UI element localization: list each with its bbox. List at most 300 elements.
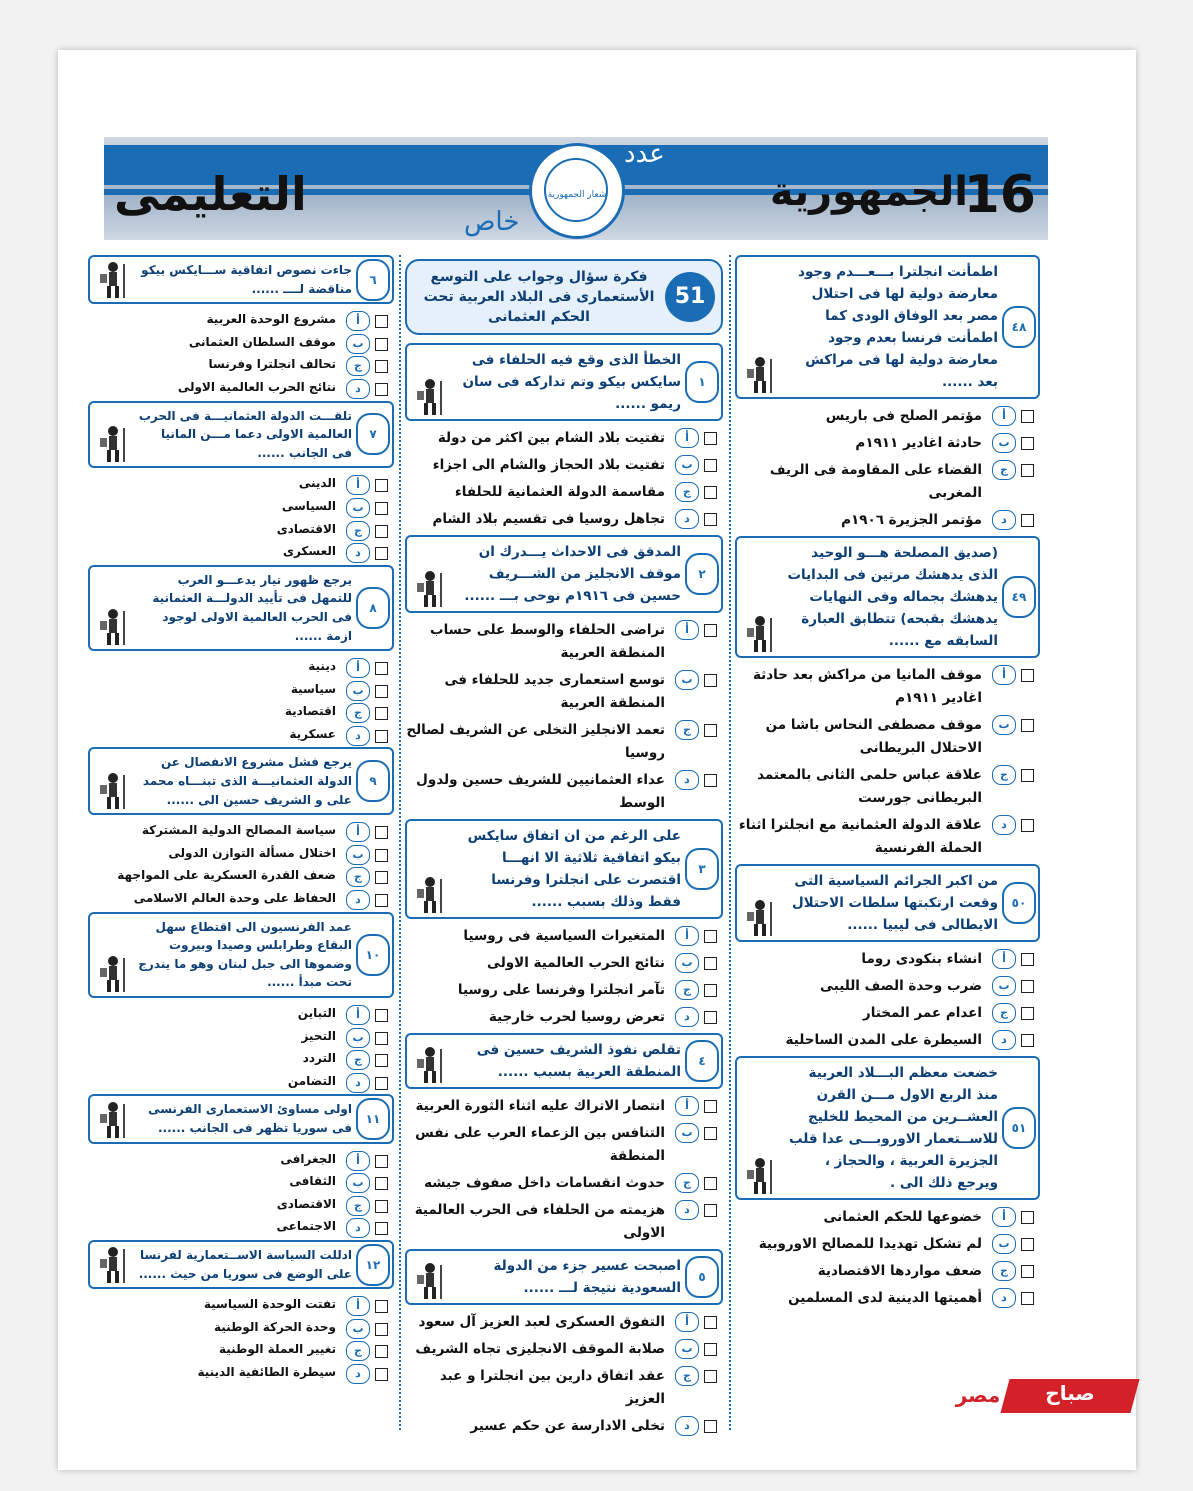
checkbox[interactable] bbox=[704, 1316, 717, 1329]
question-text: جاءت نصوص اتفاقية ســـايكس بيكو مناقضة لــــ ...... bbox=[141, 263, 352, 296]
option-letter: د bbox=[346, 726, 370, 746]
option-letter: ج bbox=[675, 482, 699, 502]
answer-option[interactable] bbox=[735, 1260, 1040, 1283]
option-text: تفتيت بلاد الشام بين اكثر من دولة bbox=[437, 430, 665, 446]
option-text: حادثة اغادير ١٩١١م bbox=[855, 435, 982, 451]
checkbox[interactable] bbox=[704, 1370, 717, 1383]
option-letter: د bbox=[675, 770, 699, 790]
option-text: الثقافى bbox=[289, 1174, 336, 1189]
checkbox[interactable] bbox=[1021, 980, 1034, 993]
banner-text: فكرة سؤال وجواب على التوسع الأستعمارى فى البلاد العربية تحت الحكم العثمانى bbox=[423, 269, 655, 325]
option-letter: ج bbox=[675, 1366, 699, 1386]
option-letter: ج bbox=[346, 703, 370, 723]
checkbox[interactable] bbox=[704, 624, 717, 637]
option-letter: ب bbox=[346, 334, 370, 354]
option-text: موقف المانيا من مراكش بعد حادثة اغادير ١٩١١م bbox=[753, 667, 982, 706]
answer-option[interactable] bbox=[88, 310, 394, 329]
checkbox[interactable] bbox=[375, 1177, 388, 1190]
answer-option[interactable] bbox=[88, 657, 394, 676]
option-letter: ج bbox=[675, 980, 699, 1000]
column-divider bbox=[729, 255, 731, 1430]
answer-option[interactable] bbox=[88, 497, 394, 516]
answer-option[interactable] bbox=[88, 821, 394, 840]
option-text: دينية bbox=[308, 659, 336, 674]
watermark-brand: صباح bbox=[1045, 1381, 1095, 1405]
student-figure-icon bbox=[413, 1261, 447, 1301]
checkbox[interactable] bbox=[375, 1222, 388, 1235]
option-letter: ج bbox=[992, 1261, 1016, 1281]
option-letter: ب bbox=[992, 976, 1016, 996]
answer-option[interactable] bbox=[88, 474, 394, 493]
option-letter: أ bbox=[675, 428, 699, 448]
option-text: انشاء بنكودى روما bbox=[861, 951, 982, 967]
question-text: يرجع ظهور تيار يدعـــو العرب للتمهل فى تأييد الدولـــة العثمانية فى الحرب العالمية الاولى لوجود ازمة ...... bbox=[152, 572, 352, 643]
checkbox[interactable] bbox=[375, 849, 388, 862]
question-box bbox=[405, 535, 723, 613]
option-letter: د bbox=[992, 815, 1016, 835]
answer-option[interactable] bbox=[735, 714, 1040, 760]
option-letter: أ bbox=[992, 665, 1016, 685]
answer-option[interactable] bbox=[735, 405, 1040, 428]
answer-option[interactable] bbox=[88, 1072, 394, 1091]
checkbox[interactable] bbox=[704, 1127, 717, 1140]
answer-option[interactable] bbox=[88, 1340, 394, 1359]
checkbox[interactable] bbox=[704, 459, 717, 472]
checkbox[interactable] bbox=[1021, 719, 1034, 732]
option-letter: أ bbox=[346, 1151, 370, 1171]
option-letter: د bbox=[346, 1218, 370, 1238]
checkbox[interactable] bbox=[704, 1420, 717, 1433]
option-text: الاقتصادى bbox=[276, 1196, 336, 1211]
answer-option[interactable] bbox=[88, 333, 394, 352]
answer-option[interactable] bbox=[88, 520, 394, 539]
answer-option[interactable] bbox=[405, 979, 723, 1002]
checkbox[interactable] bbox=[1021, 437, 1034, 450]
option-text: التنافس بين الزعماء العرب على نفس المنطقة bbox=[415, 1125, 665, 1164]
checkbox[interactable] bbox=[375, 894, 388, 907]
answer-option[interactable] bbox=[405, 1365, 723, 1411]
option-text: عداء العثمانيين للشريف حسين ولدول الوسط bbox=[416, 772, 665, 811]
option-text: السيطرة على المدن الساحلية bbox=[785, 1032, 982, 1048]
option-letter: ج bbox=[346, 1196, 370, 1216]
checkbox[interactable] bbox=[704, 984, 717, 997]
option-text: العسكرى bbox=[282, 544, 336, 559]
option-text: سياسة المصالح الدولية المشتركة bbox=[141, 823, 336, 838]
option-letter: ج bbox=[992, 765, 1016, 785]
middle-questions bbox=[405, 343, 723, 1438]
student-figure-icon bbox=[413, 377, 447, 417]
checkbox[interactable] bbox=[704, 1343, 717, 1356]
answer-option[interactable] bbox=[405, 1415, 723, 1438]
question-box bbox=[88, 255, 394, 304]
question-box bbox=[735, 536, 1040, 658]
right-column bbox=[735, 255, 1040, 1314]
answer-option[interactable] bbox=[88, 1217, 394, 1236]
answer-option[interactable] bbox=[88, 1363, 394, 1382]
option-text: الاقتصادى bbox=[276, 521, 336, 536]
option-letter: أ bbox=[675, 1096, 699, 1116]
option-letter: د bbox=[346, 890, 370, 910]
option-letter: ب bbox=[675, 953, 699, 973]
option-letter: د bbox=[346, 1364, 370, 1384]
option-letter: أ bbox=[346, 822, 370, 842]
student-figure-icon bbox=[413, 875, 447, 915]
question-box bbox=[405, 1033, 723, 1089]
answer-option[interactable] bbox=[735, 1233, 1040, 1256]
answer-option[interactable] bbox=[88, 1172, 394, 1191]
option-text: حدوث انقسامات داخل صفوف جيشه bbox=[424, 1175, 665, 1191]
student-figure-icon bbox=[413, 569, 447, 609]
option-letter: ب bbox=[346, 1028, 370, 1048]
checkbox[interactable] bbox=[375, 662, 388, 675]
option-letter: أ bbox=[346, 1005, 370, 1025]
question-text: الخطأ الذى وقع فيه الحلفاء فى سايكس بيكو وتم تداركه فى سان ريمو ...... bbox=[462, 352, 681, 412]
watermark-logo bbox=[955, 1377, 1140, 1417]
checkbox[interactable] bbox=[704, 486, 717, 499]
question-box bbox=[88, 401, 394, 469]
checkbox[interactable] bbox=[375, 338, 388, 351]
option-letter: ب bbox=[675, 670, 699, 690]
option-letter: د bbox=[675, 1007, 699, 1027]
question-text: تقلص نفوذ الشريف حسين فى المنطقة العربية بسبب ...... bbox=[476, 1042, 681, 1080]
option-text: علاقة الدولة العثمانية مع انجلترا اثناء الحملة الفرنسية bbox=[738, 817, 982, 856]
option-letter: د bbox=[675, 1416, 699, 1436]
question-box bbox=[735, 255, 1040, 399]
checkbox[interactable] bbox=[375, 479, 388, 492]
checkbox[interactable] bbox=[375, 360, 388, 373]
option-letter: أ bbox=[992, 949, 1016, 969]
checkbox[interactable] bbox=[375, 871, 388, 884]
question-number: ٧ bbox=[356, 413, 390, 455]
answer-option[interactable] bbox=[735, 975, 1040, 998]
answer-option[interactable] bbox=[88, 1295, 394, 1314]
answer-option[interactable] bbox=[405, 769, 723, 815]
option-text: تخلى الادارسة عن حكم عسير bbox=[470, 1418, 665, 1434]
checkbox[interactable] bbox=[375, 1200, 388, 1213]
checkbox[interactable] bbox=[1021, 1007, 1034, 1020]
answer-option[interactable] bbox=[405, 1311, 723, 1334]
option-letter: ب bbox=[675, 1123, 699, 1143]
seal-icon bbox=[529, 143, 625, 239]
option-text: الحفاظ على وحدة العالم الاسلامى bbox=[133, 891, 336, 906]
question-text: تلقـــت الدولة العثمانيـــة فى الحرب العالمية الاولى دعما مـــن المانيا فى الجانب ...... bbox=[138, 408, 352, 460]
checkbox[interactable] bbox=[375, 730, 388, 743]
option-letter: ب bbox=[992, 1234, 1016, 1254]
option-letter: أ bbox=[992, 406, 1016, 426]
checkbox[interactable] bbox=[375, 383, 388, 396]
page-header bbox=[104, 137, 1048, 240]
answer-option[interactable] bbox=[405, 669, 723, 715]
question-text: اصبحت عسير جزء من الدولة السعودية نتيجة لـــ ...... bbox=[493, 1258, 681, 1296]
option-letter: ب bbox=[346, 681, 370, 701]
question-number: ١٢ bbox=[356, 1244, 390, 1286]
question-number: ١٠ bbox=[356, 934, 390, 976]
question-text: خضعت معظم البـــلاد العربية منذ الربع الاول مـــن القرن العشــرين من المحيط للخليج للاســتعمار الاوروبـــى عدا قلب الجزيرة العربية ، والحجاز ، ويرجع ذلك الى . bbox=[788, 1065, 998, 1191]
checkbox[interactable] bbox=[704, 774, 717, 787]
option-text: نتائج الحرب العالمية الاولى bbox=[177, 379, 336, 394]
answer-option[interactable] bbox=[735, 948, 1040, 971]
question-number: ٤٩ bbox=[1002, 576, 1036, 618]
answer-option[interactable] bbox=[735, 664, 1040, 710]
checkbox[interactable] bbox=[1021, 1238, 1034, 1251]
checkbox[interactable] bbox=[1021, 410, 1034, 423]
answer-option[interactable] bbox=[405, 427, 723, 450]
banner-number: 51 bbox=[665, 272, 715, 322]
checkbox[interactable] bbox=[1021, 464, 1034, 477]
student-figure-icon bbox=[743, 1156, 777, 1196]
answer-option[interactable] bbox=[88, 355, 394, 374]
answer-option[interactable] bbox=[405, 1172, 723, 1195]
option-letter: د bbox=[992, 1288, 1016, 1308]
checkbox[interactable] bbox=[1021, 1292, 1034, 1305]
answer-option[interactable] bbox=[88, 1004, 394, 1023]
option-text: تغيير العملة الوطنية bbox=[218, 1342, 336, 1357]
left-column bbox=[88, 255, 394, 1386]
header-left-title: التعليمى bbox=[114, 167, 307, 221]
option-text: مشروع الوحدة العربية bbox=[206, 312, 336, 327]
option-text: الاجتماعى bbox=[276, 1219, 336, 1234]
question-box bbox=[405, 819, 723, 919]
option-letter: د bbox=[992, 1030, 1016, 1050]
answer-option[interactable] bbox=[735, 509, 1040, 532]
issue-number: 16 bbox=[963, 165, 1036, 225]
option-text: موقف السلطان العثمانى bbox=[188, 334, 336, 349]
checkbox[interactable] bbox=[1021, 953, 1034, 966]
answer-option[interactable] bbox=[405, 481, 723, 504]
answer-option[interactable] bbox=[735, 1206, 1040, 1229]
option-letter: ج bbox=[346, 521, 370, 541]
checkbox[interactable] bbox=[375, 525, 388, 538]
answer-option[interactable] bbox=[405, 1006, 723, 1029]
answer-option[interactable] bbox=[88, 680, 394, 699]
option-letter: أ bbox=[346, 475, 370, 495]
checkbox[interactable] bbox=[375, 1300, 388, 1313]
option-letter: د bbox=[675, 1200, 699, 1220]
question-text: عمد الفرنسيون الى اقتطاع سهل البقاع وطرابلس وصيدا وبيروت وضموها الى جبل لبنان وهو ما يندرج تحت مبدأ ...... bbox=[138, 919, 352, 990]
question-text: يرجع فشل مشروع الانفصال عن الدولة العثمانيـــة الذى تبنـــاه محمد على و الشريف حسين الى ...... bbox=[142, 755, 352, 807]
seal-text: شعار الجمهورية bbox=[547, 190, 607, 200]
option-text: عقد اتفاق دارين بين انجلترا و عبد العزيز bbox=[439, 1368, 665, 1407]
question-number: ٥١ bbox=[1002, 1107, 1036, 1149]
student-figure-icon bbox=[96, 1245, 130, 1285]
question-box bbox=[735, 864, 1040, 942]
option-text: أهميتها الدينية لدى المسلمين bbox=[788, 1290, 982, 1306]
question-box bbox=[88, 912, 394, 998]
checkbox[interactable] bbox=[375, 1155, 388, 1168]
option-text: مؤتمر الجزيرة ١٩٠٦م bbox=[841, 512, 982, 528]
answer-option[interactable] bbox=[735, 432, 1040, 455]
answer-option[interactable] bbox=[88, 542, 394, 561]
answer-option[interactable] bbox=[735, 1287, 1040, 1310]
question-number: ٩ bbox=[356, 760, 390, 802]
answer-option[interactable] bbox=[735, 1029, 1040, 1052]
option-letter: ج bbox=[992, 1003, 1016, 1023]
option-text: التحيز bbox=[301, 1028, 336, 1043]
answer-option[interactable] bbox=[88, 378, 394, 397]
checkbox[interactable] bbox=[375, 1345, 388, 1358]
answer-option[interactable] bbox=[88, 725, 394, 744]
answer-option[interactable] bbox=[405, 1199, 723, 1245]
student-figure-icon bbox=[413, 1045, 447, 1085]
option-letter: أ bbox=[346, 658, 370, 678]
option-text: وحدة الحركة الوطنية bbox=[214, 1319, 336, 1334]
option-letter: ب bbox=[992, 433, 1016, 453]
question-number: ٦ bbox=[356, 259, 390, 301]
option-text: ضعف القدرة العسكرية على المواجهة bbox=[117, 868, 336, 883]
checkbox[interactable] bbox=[1021, 514, 1034, 527]
checkbox[interactable] bbox=[704, 1100, 717, 1113]
checkbox[interactable] bbox=[704, 1177, 717, 1190]
header-right-title: الجمهورية bbox=[769, 169, 968, 215]
checkbox[interactable] bbox=[375, 707, 388, 720]
checkbox[interactable] bbox=[1021, 669, 1034, 682]
student-figure-icon bbox=[743, 614, 777, 654]
checkbox[interactable] bbox=[704, 1011, 717, 1024]
checkbox[interactable] bbox=[704, 930, 717, 943]
checkbox[interactable] bbox=[375, 502, 388, 515]
middle-column bbox=[405, 255, 723, 1442]
option-text: ضعف مواردها الاقتصادية bbox=[817, 1263, 982, 1279]
answer-option[interactable] bbox=[735, 459, 1040, 505]
question-text: اولى مساوئ الاستعمارى الفرنسى فى سوريا تظهر فى الجانب ...... bbox=[148, 1102, 352, 1135]
answer-option[interactable] bbox=[88, 1318, 394, 1337]
checkbox[interactable] bbox=[1021, 769, 1034, 782]
question-number: ٨ bbox=[356, 587, 390, 629]
option-letter: ج bbox=[675, 1173, 699, 1193]
student-figure-icon bbox=[96, 1100, 130, 1140]
option-letter: ج bbox=[675, 720, 699, 740]
answer-option[interactable] bbox=[405, 508, 723, 531]
checkbox[interactable] bbox=[704, 513, 717, 526]
option-letter: ب bbox=[346, 845, 370, 865]
checkbox[interactable] bbox=[704, 432, 717, 445]
checkbox[interactable] bbox=[375, 1054, 388, 1067]
option-letter: أ bbox=[346, 311, 370, 331]
option-text: التردد bbox=[302, 1051, 336, 1066]
checkbox[interactable] bbox=[375, 685, 388, 698]
question-number: ٢ bbox=[685, 553, 719, 595]
question-number: ٤ bbox=[685, 1040, 719, 1082]
option-text: التباين bbox=[297, 1006, 336, 1020]
option-letter: د bbox=[346, 543, 370, 563]
checkbox[interactable] bbox=[704, 674, 717, 687]
option-text: الجغرافى bbox=[280, 1151, 336, 1166]
checkbox[interactable] bbox=[375, 826, 388, 839]
option-text: هزيمته من الحلفاء فى الحرب العالمية الاولى bbox=[414, 1202, 665, 1241]
option-letter: ج bbox=[346, 1341, 370, 1361]
answer-option[interactable] bbox=[405, 619, 723, 665]
answer-option[interactable] bbox=[88, 1027, 394, 1046]
option-letter: ب bbox=[346, 498, 370, 518]
checkbox[interactable] bbox=[1021, 1211, 1034, 1224]
option-text: موقف مصطفى النحاس باشا من الاحتلال البريطانى bbox=[765, 717, 982, 756]
option-letter: ب bbox=[992, 715, 1016, 735]
student-figure-icon bbox=[96, 954, 130, 994]
option-text: تجاهل روسيا فى تقسيم بلاد الشام bbox=[432, 511, 665, 527]
option-text: السياسى bbox=[281, 498, 336, 513]
question-box bbox=[88, 747, 394, 815]
checkbox[interactable] bbox=[1021, 1034, 1034, 1047]
answer-option[interactable] bbox=[88, 866, 394, 885]
answer-option[interactable] bbox=[88, 1150, 394, 1169]
option-text: تفتيت بلاد الحجاز والشام الى اجزاء bbox=[432, 457, 665, 473]
checkbox[interactable] bbox=[375, 547, 388, 560]
option-text: صلابة الموقف الانجليزى تجاه الشريف bbox=[415, 1341, 665, 1357]
option-text: سيطرة الطائفية الدينية bbox=[197, 1364, 336, 1379]
question-text: من اكبر الجرائم السياسية التى وقعت ارتكبتها سلطات الاحتلال الايطالى فى ليبيا ...... bbox=[791, 873, 998, 933]
question-number: ٥٠ bbox=[1002, 882, 1036, 924]
question-number: ١ bbox=[685, 361, 719, 403]
answer-option[interactable] bbox=[88, 1049, 394, 1068]
option-letter: ج bbox=[346, 867, 370, 887]
answer-option[interactable] bbox=[735, 1002, 1040, 1025]
answer-option[interactable] bbox=[405, 1095, 723, 1118]
option-text: تعرض روسيا لحرب خارجية bbox=[488, 1009, 665, 1025]
answer-option[interactable] bbox=[88, 844, 394, 863]
checkbox[interactable] bbox=[375, 1323, 388, 1336]
option-text: علاقة عباس حلمى الثانى بالمعتمد البريطانى جورست bbox=[757, 767, 982, 806]
question-box bbox=[735, 1056, 1040, 1200]
student-figure-icon bbox=[96, 260, 130, 300]
checkbox[interactable] bbox=[375, 1077, 388, 1090]
answer-option[interactable] bbox=[88, 1195, 394, 1214]
option-text: خضوعها للحكم العثمانى bbox=[823, 1209, 982, 1225]
option-letter: أ bbox=[346, 1296, 370, 1316]
answer-option[interactable] bbox=[405, 925, 723, 948]
answer-option[interactable] bbox=[88, 702, 394, 721]
checkbox[interactable] bbox=[704, 724, 717, 737]
question-box bbox=[405, 1249, 723, 1305]
answer-option[interactable] bbox=[735, 764, 1040, 810]
option-text: تراضى الحلفاء والوسط على حساب المنطقة العربية bbox=[430, 622, 665, 661]
option-text: سياسية bbox=[290, 681, 336, 696]
question-box bbox=[405, 343, 723, 421]
question-number: ٣ bbox=[685, 848, 719, 890]
student-figure-icon bbox=[743, 355, 777, 395]
option-letter: أ bbox=[992, 1207, 1016, 1227]
option-letter: ج bbox=[346, 1050, 370, 1070]
option-text: مقاسمة الدولة العثمانية للحلفاء bbox=[454, 484, 665, 500]
answer-option[interactable] bbox=[405, 454, 723, 477]
question-text: ادللت السياسة الاســتعمارية لفرنسا على الوضع فى سوريا من حيث ...... bbox=[138, 1247, 352, 1281]
question-text: على الرغم من ان اتفاق سايكس بيكو اتفاقية ثلاثية الا انهـــا اقتصرت على انجلترا وفرنسا فقط وذلك بسبب ...... bbox=[467, 828, 681, 910]
answer-option[interactable] bbox=[405, 1338, 723, 1361]
checkbox[interactable] bbox=[1021, 1265, 1034, 1278]
option-text: عسكرية bbox=[289, 726, 336, 741]
option-letter: د bbox=[346, 379, 370, 399]
option-text: تفتت الوحدة السياسية bbox=[203, 1297, 336, 1312]
checkbox[interactable] bbox=[375, 1009, 388, 1022]
question-number: ٥ bbox=[685, 1256, 719, 1298]
checkbox[interactable] bbox=[1021, 819, 1034, 832]
checkbox[interactable] bbox=[375, 1032, 388, 1045]
option-text: القضاء على المقاومة فى الريف المغربى bbox=[769, 462, 982, 501]
question-text: المدقق فى الاحداث يـــدرك ان موقف الانجليز من الشـــريف حسين فى ١٩١٦م نوحى بـــ ...... bbox=[464, 544, 681, 604]
answer-option[interactable] bbox=[88, 889, 394, 908]
answer-option[interactable] bbox=[405, 952, 723, 975]
option-text: تآمر انجلترا وفرنسا على روسيا bbox=[457, 982, 665, 998]
answer-option[interactable] bbox=[405, 1122, 723, 1168]
option-letter: ب bbox=[675, 455, 699, 475]
checkbox[interactable] bbox=[704, 957, 717, 970]
checkbox[interactable] bbox=[375, 315, 388, 328]
column-divider bbox=[399, 255, 401, 1430]
option-text: المتغيرات السياسية فى روسيا bbox=[463, 928, 665, 944]
checkbox[interactable] bbox=[375, 1368, 388, 1381]
answer-option[interactable] bbox=[405, 719, 723, 765]
checkbox[interactable] bbox=[704, 1204, 717, 1217]
answer-option[interactable] bbox=[735, 814, 1040, 860]
